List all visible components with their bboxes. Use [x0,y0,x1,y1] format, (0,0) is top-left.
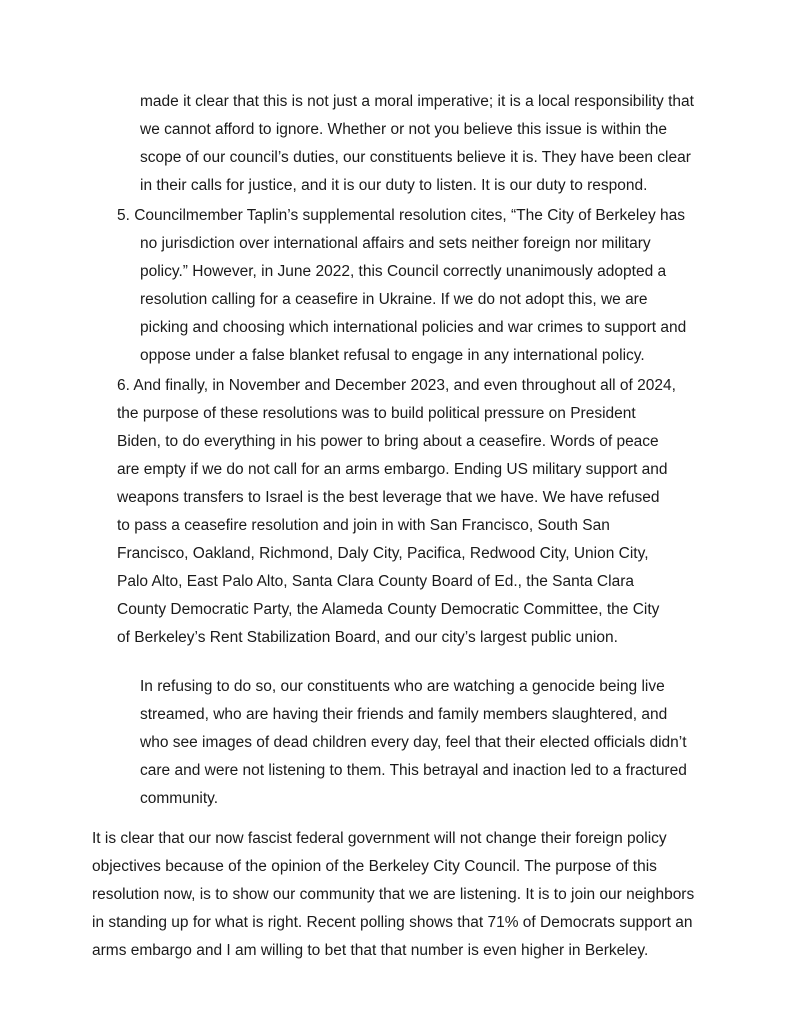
paragraph-4-continuation-line: we cannot afford to ignore. Whether or not you believe this issue is within the [140,121,668,138]
indented-paragraph-line: who see images of dead children every day, feel that their elected officials didn’t [140,734,687,751]
list-item-5-line: picking and choosing which international policies and war crimes to support and [140,319,687,336]
indented-paragraph-line: community. [140,790,219,807]
list-item-5-line: 5. Councilmember Taplin’s supplemental resolution cites, “The City of Berkeley has [117,207,686,224]
paragraph-4-continuation-line: made it clear that this is not just a moral imperative; it is a local responsibility that [140,93,694,110]
list-item-6-line: to pass a ceasefire resolution and join in with San Francisco, South San [117,517,610,534]
list-item-6-line: 6. And finally, in November and December 2023, and even throughout all of 2024, [117,377,676,394]
list-item-5-line: oppose under a false blanket refusal to engage in any international policy. [140,347,645,364]
closing-paragraph-line: objectives because of the opinion of the Berkeley City Council. The purpose of this [92,858,657,875]
list-item-6-line: Francisco, Oakland, Richmond, Daly City, Pacifica, Redwood City, Union City, [117,545,649,562]
indented-paragraph-line: care and were not listening to them. This betrayal and inaction led to a fractured [140,762,687,779]
closing-paragraph-line: in standing up for what is right. Recent polling shows that 71% of Democrats support an [92,914,693,931]
indented-paragraph-line: In refusing to do so, our constituents who are watching a genocide being live [140,678,665,695]
list-item-6-line: the purpose of these resolutions was to build political pressure on President [117,405,636,422]
list-item-5-line: resolution calling for a ceasefire in Ukraine. If we do not adopt this, we are [140,291,648,308]
paragraph-4-continuation-line: in their calls for justice, and it is our duty to listen. It is our duty to respond. [140,177,648,194]
list-item-6-line: County Democratic Party, the Alameda County Democratic Committee, the City [117,601,660,618]
list-item-5-line: no jurisdiction over international affairs and sets neither foreign nor military [140,235,651,252]
list-item-6-line: Biden, to do everything in his power to bring about a ceasefire. Words of peace [117,433,659,450]
paragraph-4-continuation-line: scope of our council’s duties, our constituents believe it is. They have been clear [140,149,691,166]
closing-paragraph-line: arms embargo and I am willing to bet that that number is even higher in Berkeley. [92,942,649,959]
list-item-6-line: of Berkeley’s Rent Stabilization Board, and our city’s largest public union. [117,629,618,646]
indented-paragraph-line: streamed, who are having their friends and family members slaughtered, and [140,706,668,723]
list-item-6-line: weapons transfers to Israel is the best leverage that we have. We have refused [117,489,660,506]
closing-paragraph-line: resolution now, is to show our community that we are listening. It is to join our neighbors [92,886,695,903]
list-item-5-line: policy.” However, in June 2022, this Council correctly unanimously adopted a [140,263,667,280]
list-item-6-line: are empty if we do not call for an arms embargo. Ending US military support and [117,461,668,478]
closing-paragraph-line: It is clear that our now fascist federal government will not change their foreign policy [92,830,667,847]
list-item-6-line: Palo Alto, East Palo Alto, Santa Clara County Board of Ed., the Santa Clara [117,573,634,590]
